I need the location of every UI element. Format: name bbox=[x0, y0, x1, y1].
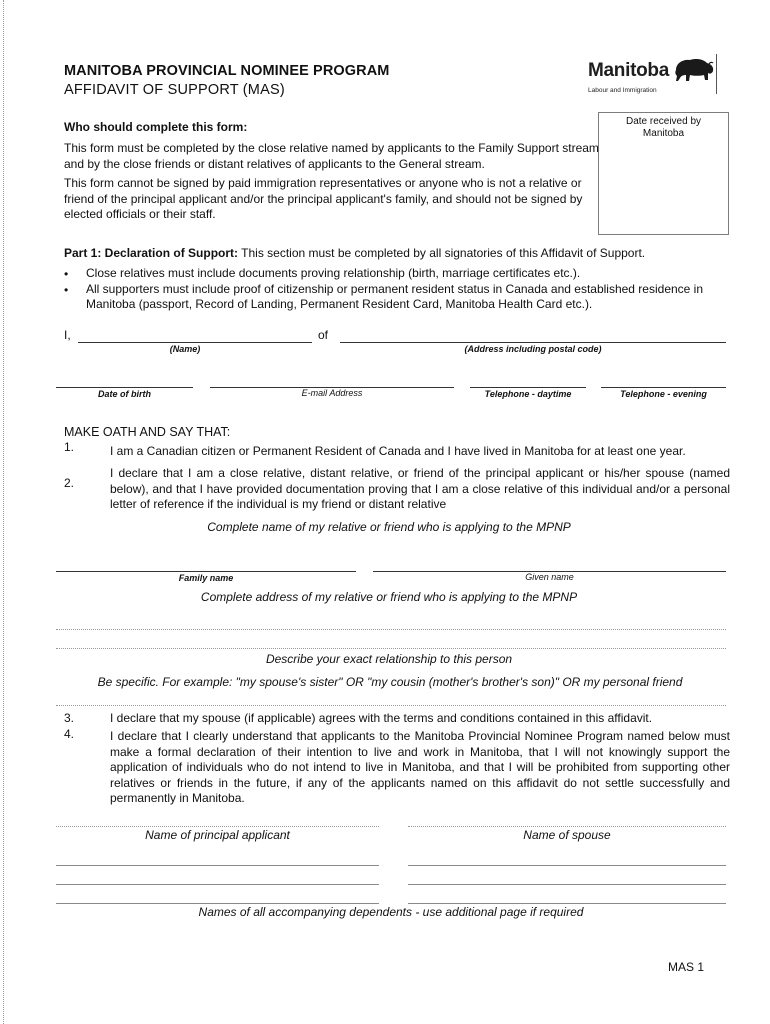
relationship-line[interactable] bbox=[56, 705, 726, 706]
spouse-label: Name of spouse bbox=[523, 828, 611, 842]
relationship-prompt: Describe your exact relationship to this person bbox=[265, 652, 513, 666]
telephone-evening-field[interactable] bbox=[601, 387, 726, 388]
oath-heading: MAKE OATH AND SAY THAT: bbox=[64, 425, 231, 439]
oath-item-number-1: 1. bbox=[64, 440, 75, 454]
address-field[interactable] bbox=[340, 342, 726, 343]
telephone-daytime-label: Telephone - daytime bbox=[484, 389, 572, 399]
relative-address-line-2[interactable] bbox=[56, 648, 726, 649]
oath-item-1: I am a Canadian citizen or Permanent Resident of Canada and I have lived in Manitoba for at least one year. bbox=[110, 444, 686, 458]
form-subtitle: AFFIDAVIT OF SUPPORT (MAS) bbox=[64, 82, 285, 98]
perforation-line bbox=[3, 0, 4, 1024]
manitoba-logo bbox=[588, 54, 720, 98]
of-label: of bbox=[318, 328, 329, 342]
logo-divider bbox=[716, 54, 717, 94]
i-label: I, bbox=[64, 328, 71, 342]
oath-item-number-3: 3. bbox=[64, 711, 75, 725]
bison-icon bbox=[672, 56, 716, 84]
oath-item-4: I declare that I clearly understand that applicants to the Manitoba Provincial Nominee Program named below must make a formal declaration of their intention to live and work in Manitoba, that I will not knowingly support the application of individuals who do not intend to live in Manitoba, and that I will be prohibited from supporting other relatives or friends in the future, if any of the applicants named on this affidavit do not settle successfully and permanently in Manitoba. bbox=[110, 729, 730, 805]
form-title: MANITOBA PROVINCIAL NOMINEE PROGRAM bbox=[64, 63, 390, 79]
telephone-daytime-field[interactable] bbox=[470, 387, 586, 388]
part1-declaration bbox=[64, 246, 645, 260]
date-received-label-1: Date received by bbox=[625, 116, 702, 127]
date-of-birth-label: Date of birth bbox=[98, 389, 151, 399]
intro-paragraph-2: This form cannot be signed by paid immigration representatives or anyone who is not a relative or friend of the principal applicant and/or the principal applicant's family, and should not be signed by elected officials or their staff. bbox=[64, 176, 583, 221]
bullet-relatives-docs: Close relatives must include documents proving relationship (birth, marriage certificates etc.). bbox=[86, 266, 581, 280]
family-name-label: Family name bbox=[178, 573, 234, 583]
dependent-field-1[interactable] bbox=[56, 865, 379, 866]
dependents-label: Names of all accompanying dependents - use additional page if required bbox=[198, 905, 584, 919]
bullet-supporter-proof: All supporters must include proof of citizenship or permanent resident status in Canada and established residence in Manitoba (passport, Record of Landing, Permanent Resident Card, Manitoba Health Card etc.). bbox=[86, 282, 704, 311]
logo-wordmark: Manitoba bbox=[588, 60, 669, 81]
part1-heading: Part 1: Declaration of Support: bbox=[64, 246, 239, 260]
relative-name-prompt: Complete name of my relative or friend who is applying to the MPNP bbox=[207, 520, 571, 534]
intro-paragraph-1: This form must be completed by the close relative named by applicants to the Family Support stream and by the close friends or distant relatives of applicants to the General stream. bbox=[64, 141, 599, 171]
oath-item-number-4: 4. bbox=[64, 727, 75, 741]
dependent-field-3[interactable] bbox=[56, 884, 379, 885]
oath-item-number-2: 2. bbox=[64, 476, 75, 490]
principal-applicant-field[interactable] bbox=[56, 826, 379, 827]
page-code: MAS 1 bbox=[668, 960, 705, 974]
dependent-field-6[interactable] bbox=[408, 903, 726, 904]
principal-applicant-label: Name of principal applicant bbox=[145, 828, 290, 842]
email-label: E-mail Address bbox=[301, 388, 363, 398]
family-name-field[interactable] bbox=[56, 571, 356, 572]
who-should-complete-heading: Who should complete this form: bbox=[64, 120, 248, 134]
date-received-box bbox=[598, 112, 729, 235]
given-name-label: Given name bbox=[525, 572, 574, 582]
name-label: (Name) bbox=[169, 344, 201, 354]
address-label: (Address including postal code) bbox=[464, 344, 602, 354]
bullet-mark: • bbox=[64, 283, 69, 297]
relative-address-line-1[interactable] bbox=[56, 629, 726, 630]
spouse-field[interactable] bbox=[408, 826, 726, 827]
dependent-field-2[interactable] bbox=[408, 865, 726, 866]
oath-item-2: I declare that I am a close relative, distant relative, or friend of the principal applicant or his/her spouse (named below), and that I have provided documentation proving that I am a close relative of this individual and/or a personal letter of reference if the individual is my friend or distant relative bbox=[110, 466, 730, 511]
relative-address-prompt: Complete address of my relative or friend who is applying to the MPNP bbox=[200, 590, 578, 604]
oath-item-3: I declare that my spouse (if applicable) agrees with the terms and conditions contained in this affidavit. bbox=[110, 711, 653, 725]
date-received-label-2: Manitoba bbox=[642, 128, 685, 139]
dependent-field-5[interactable] bbox=[56, 903, 379, 904]
telephone-evening-label: Telephone - evening bbox=[620, 389, 707, 399]
bullet-mark: • bbox=[64, 267, 69, 281]
logo-department: Labour and Immigration bbox=[588, 87, 657, 94]
part1-text: This section must be completed by all signatories of this Affidavit of Support. bbox=[238, 246, 646, 260]
name-field[interactable] bbox=[78, 342, 312, 343]
dependent-field-4[interactable] bbox=[408, 884, 726, 885]
relationship-example: Be specific. For example: "my spouse's sister" OR "my cousin (mother's brother's son)" OR my personal friend bbox=[97, 675, 683, 689]
date-of-birth-field[interactable] bbox=[56, 387, 193, 388]
